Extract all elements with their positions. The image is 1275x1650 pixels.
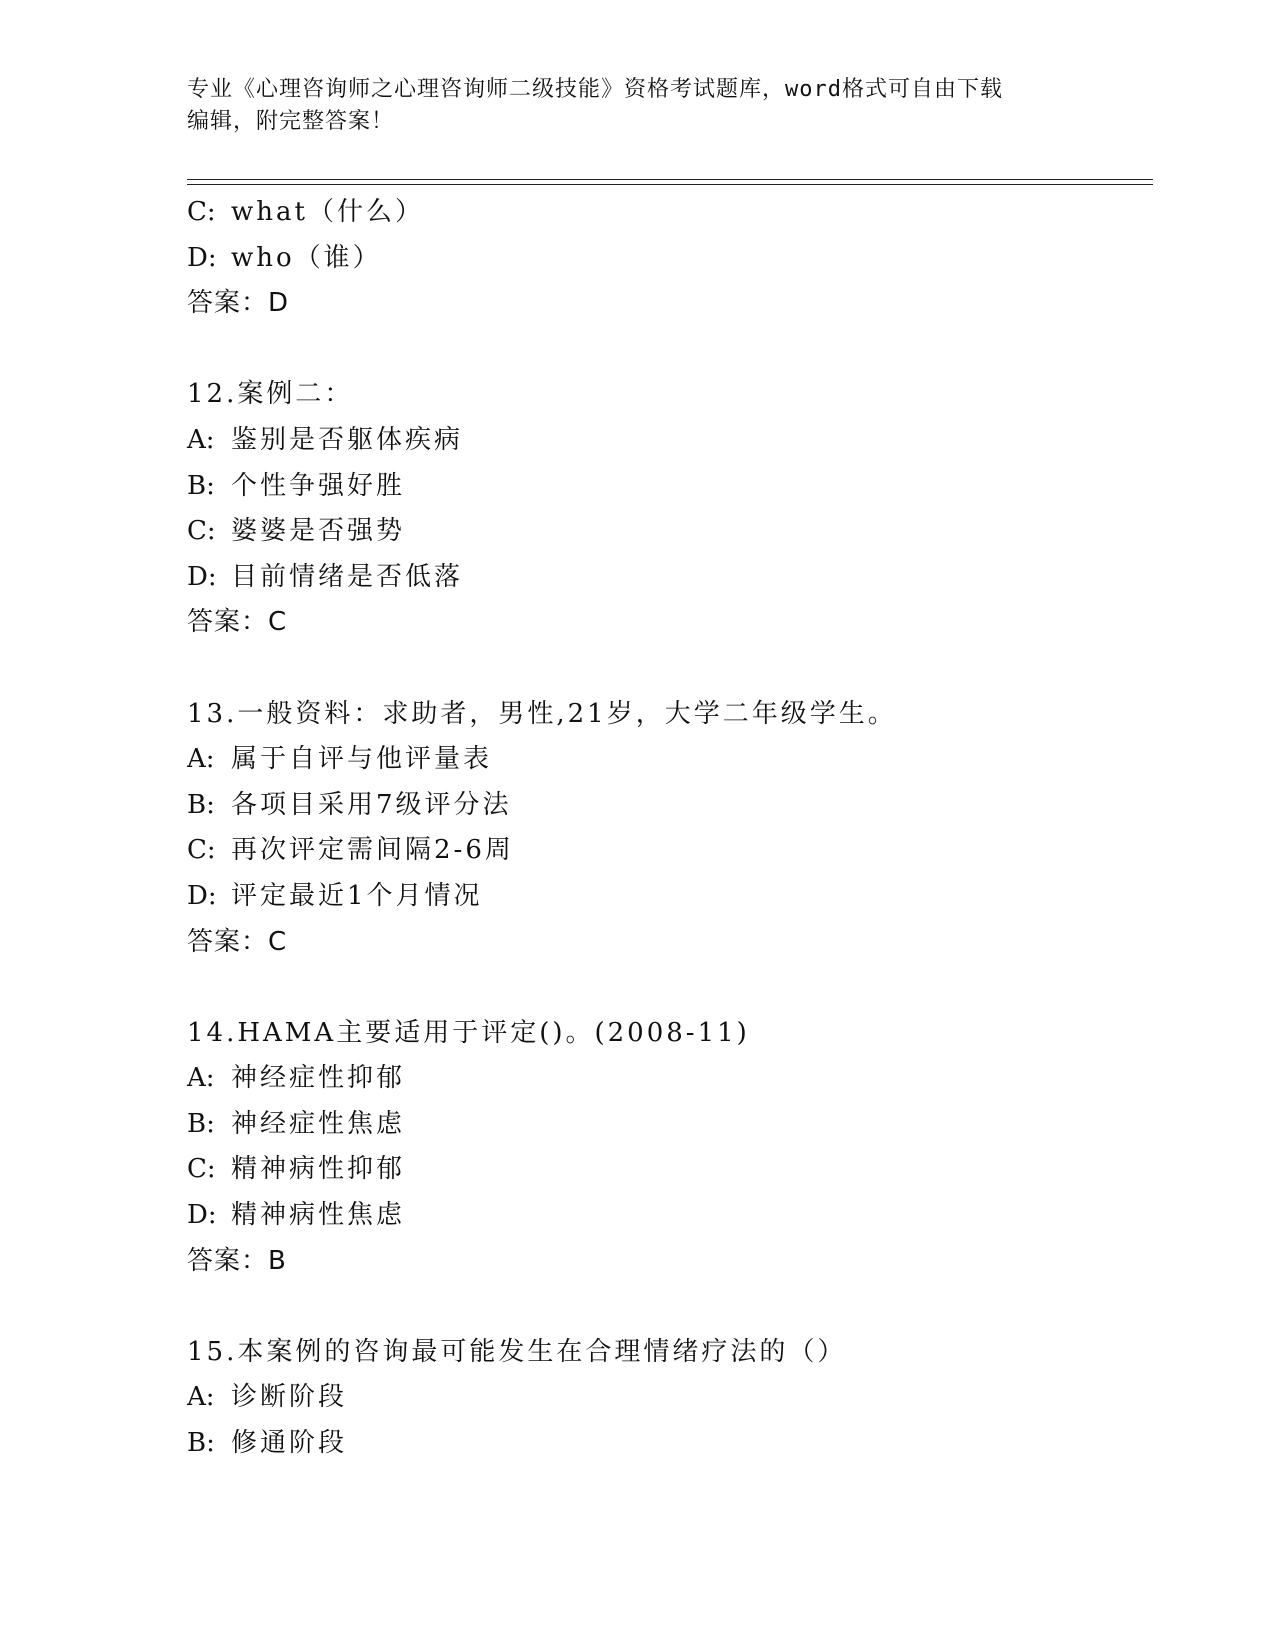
header-divider-bottom bbox=[187, 184, 1153, 185]
answer-line: 答案：C bbox=[187, 607, 288, 638]
option-b bbox=[187, 1102, 1147, 1148]
option-prefix: D: bbox=[187, 880, 217, 911]
option-prefix: D: bbox=[187, 561, 217, 592]
header-divider-top bbox=[187, 179, 1153, 180]
option-prefix: C: bbox=[187, 1154, 216, 1185]
option-b bbox=[187, 1421, 1147, 1467]
option-text: 神经症性焦虑 bbox=[231, 1108, 406, 1139]
option-prefix: B: bbox=[187, 1108, 215, 1139]
option-c bbox=[187, 509, 1147, 555]
spacer bbox=[187, 965, 1147, 1011]
question-title: 15.本案例的咨询最可能发生在合理情绪疗法的（） bbox=[187, 1336, 847, 1367]
option-text: 鉴别是否躯体疾病 bbox=[231, 424, 464, 455]
option-d bbox=[187, 555, 1147, 601]
option-d bbox=[187, 236, 1147, 282]
question-title: 13.一般资料：求助者，男性,21岁，大学二年级学生。 bbox=[187, 698, 897, 729]
question-block-15 bbox=[187, 1330, 1147, 1467]
spacer bbox=[187, 327, 1147, 373]
option-text: 各项目采用7级评分法 bbox=[231, 789, 512, 820]
option-text: 属于自评与他评量表 bbox=[231, 744, 493, 775]
option-c bbox=[187, 1147, 1147, 1193]
option-b bbox=[187, 783, 1147, 829]
header-line-2: 编辑，附完整答案！ bbox=[187, 109, 395, 134]
question-list bbox=[187, 190, 1147, 1467]
option-prefix: A: bbox=[187, 1063, 215, 1094]
question-block-13 bbox=[187, 692, 1147, 966]
option-b bbox=[187, 464, 1147, 510]
question-title: 14.HAMA主要适用于评定()。(2008-11) bbox=[187, 1017, 750, 1048]
option-prefix: D: bbox=[187, 242, 217, 273]
option-text: 修通阶段 bbox=[231, 1428, 348, 1459]
option-text: 再次评定需间隔2-6周 bbox=[231, 835, 514, 866]
answer-line: 答案：D bbox=[187, 288, 290, 319]
option-prefix: C: bbox=[187, 835, 216, 866]
question-block-12 bbox=[187, 372, 1147, 646]
option-d bbox=[187, 874, 1147, 920]
option-text: 精神病性抑郁 bbox=[231, 1154, 406, 1185]
option-prefix: B: bbox=[187, 470, 215, 501]
option-a bbox=[187, 1375, 1147, 1421]
option-text: 精神病性焦虑 bbox=[231, 1200, 406, 1231]
option-a bbox=[187, 418, 1147, 464]
option-c bbox=[187, 190, 1147, 236]
option-prefix: A: bbox=[187, 1382, 215, 1413]
option-prefix: C: bbox=[187, 516, 216, 547]
header-line-1: 专业《心理咨询师之心理咨询师二级技能》资格考试题库，word格式可自由下载 bbox=[187, 77, 1003, 102]
question-block-14 bbox=[187, 1011, 1147, 1285]
question-block-11 bbox=[187, 190, 1147, 327]
answer-line: 答案：B bbox=[187, 1245, 287, 1276]
answer-line: 答案：C bbox=[187, 926, 288, 957]
spacer bbox=[187, 1284, 1147, 1330]
option-text: 神经症性抑郁 bbox=[231, 1063, 406, 1094]
option-text: what（什么） bbox=[231, 197, 424, 227]
option-text: 评定最近1个月情况 bbox=[231, 880, 483, 911]
option-a bbox=[187, 737, 1147, 783]
option-text: 个性争强好胜 bbox=[231, 470, 406, 501]
document-header bbox=[187, 74, 1087, 138]
option-d bbox=[187, 1193, 1147, 1239]
option-a bbox=[187, 1056, 1147, 1102]
spacer bbox=[187, 646, 1147, 692]
question-title: 12.案例二： bbox=[187, 379, 354, 410]
option-prefix: B: bbox=[187, 1428, 215, 1459]
option-text: 目前情绪是否低落 bbox=[231, 561, 464, 592]
option-prefix: B: bbox=[187, 789, 215, 820]
option-text: 诊断阶段 bbox=[231, 1382, 348, 1413]
option-text: who（谁） bbox=[231, 242, 382, 273]
option-c bbox=[187, 828, 1147, 874]
option-prefix: A: bbox=[187, 744, 215, 775]
option-prefix: D: bbox=[187, 1200, 217, 1231]
option-prefix: A: bbox=[187, 424, 215, 455]
option-text: 婆婆是否强势 bbox=[231, 516, 406, 547]
option-prefix: C: bbox=[187, 197, 216, 227]
